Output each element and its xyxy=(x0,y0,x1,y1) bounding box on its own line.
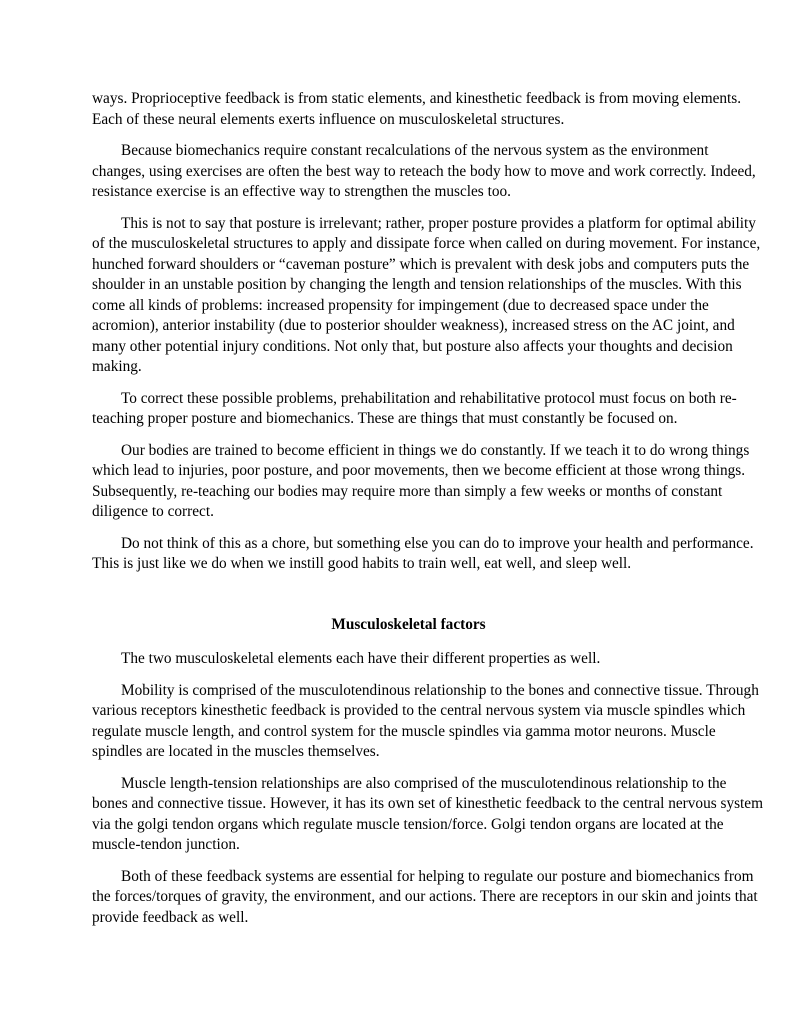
section-heading: Musculoskeletal factors xyxy=(331,615,486,633)
paragraph-feedback-systems: Both of these feedback systems are essential for helping to regulate our posture and biomechanics from the forces/torques of gravity, the environment, and our actions. There are receptors in our skin and joints that provide feedback as well. xyxy=(92,867,758,926)
paragraph-mobility: Mobility is comprised of the musculotendinous relationship to the bones and connective tissue. Through various receptors kinesthetic feedback is provided to the central nervous system via muscle spindles which regulate muscle length, and control system for the muscle spindles via gamma motor neurons. Muscle spindles are located in the muscles themselves. xyxy=(92,681,759,760)
paragraph-correction: To correct these possible problems, prehabilitation and rehabilitative protocol must focus on both re-teaching proper posture and biomechanics. These are things that must constantly be focused on. xyxy=(92,389,737,427)
paragraph-habits: Do not think of this as a chore, but something else you can do to improve your health and performance. This is just like we do when we instill good habits to train well, eat well, and sleep well. xyxy=(92,534,754,572)
paragraph-posture: This is not to say that posture is irrelevant; rather, proper posture provides a platform for optimal ability of the musculoskeletal structures to apply and dissipate force when called on during movement. For instance, hunched forward shoulders or “caveman posture” which is prevalent with desk jobs and computers puts the shoulder in an unstable position by changing the length and tension relationships of the muscles. With this come all kinds of problems: increased propensity for impingement (due to decreased space under the acromion), anterior instability (due to posterior shoulder weakness), increased stress on the AC joint, and many other potential injury conditions. Not only that, but posture also affects your thoughts and decision making. xyxy=(92,214,761,375)
paragraph-biomechanics: Because biomechanics require constant recalculations of the nervous system as the environment changes, using exercises are often the best way to reteach the body how to move and work correctly. Indeed, resistance exercise is an effective way to strengthen the muscles too. xyxy=(92,142,756,200)
paragraph-elements: The two musculoskeletal elements each have their different properties as well. xyxy=(121,650,601,667)
paragraph-continuation: ways. Proprioceptive feedback is from static elements, and kinesthetic feedback is from moving elements. Each of these neural elements exerts influence on musculoskeletal structures. xyxy=(92,90,742,128)
paragraph-efficiency: Our bodies are trained to become efficient in things we do constantly. If we teach it to do wrong things which lead to injuries, poor posture, and poor movements, then we become efficient at those wrong things. Subsequently, re-teaching our bodies may require more than simply a few weeks or months of constant diligence to correct. xyxy=(92,441,750,520)
paragraph-length-tension: Muscle length-tension relationships are also comprised of the musculotendinous relationship to the bones and connective tissue. However, it has its own set of kinesthetic feedback to the central nervous system via the golgi tendon organs which regulate muscle tension/force. Golgi tendon organs are located at the muscle-tendon junction. xyxy=(92,774,763,853)
